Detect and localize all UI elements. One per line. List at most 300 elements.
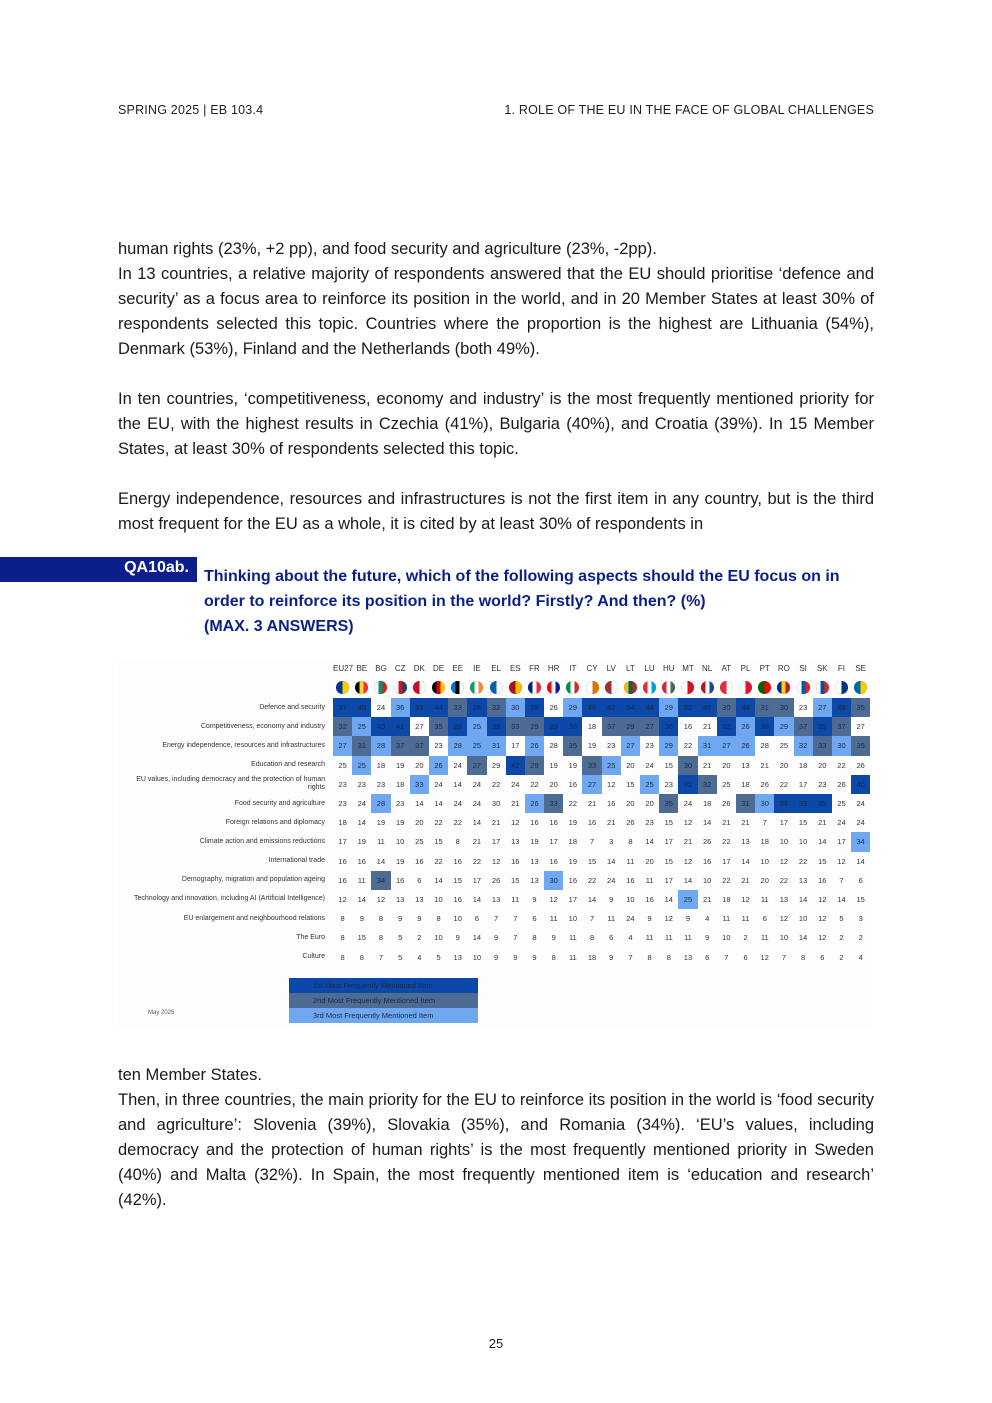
column-headers — [333, 664, 870, 673]
table-cell: 38 — [525, 698, 544, 717]
table-cell: 17 — [511, 741, 520, 751]
table-cell: 30 — [506, 698, 525, 717]
table-cell: 10 — [798, 837, 808, 847]
table-cell: 26 — [736, 736, 755, 755]
table-cell: 36 — [391, 698, 410, 717]
table-cell: 20 — [645, 856, 654, 866]
table-cell: 21 — [760, 760, 769, 770]
table-cell: 11 — [760, 894, 769, 904]
column-header-fi: FI — [837, 664, 846, 673]
flag-icon — [391, 681, 410, 694]
table-cell: 6 — [474, 914, 479, 924]
table-cell: 15 — [434, 837, 443, 847]
table-cell: 7 — [494, 914, 499, 924]
table-cell: 30 — [678, 756, 697, 775]
column-header-es: ES — [509, 664, 521, 673]
table-cell: 11 — [645, 933, 654, 943]
table-cell: 26 — [549, 703, 558, 713]
table-cell: 18 — [760, 837, 769, 847]
table-cell: 7 — [839, 875, 844, 885]
table-cell: 27 — [856, 722, 865, 732]
column-header-de: DE — [432, 664, 445, 673]
table-cell: 40 — [851, 775, 870, 794]
table-cell: 8 — [551, 952, 556, 962]
table-cell: 32 — [333, 717, 352, 736]
table-cell: 49 — [832, 698, 851, 717]
table-cell: 25 — [352, 717, 371, 736]
table-cell: 11 — [722, 914, 731, 924]
table-cell: 23 — [357, 779, 366, 789]
table-cell: 22 — [491, 779, 501, 789]
table-cell: 35 — [563, 736, 582, 755]
table-cell: 21 — [741, 818, 750, 828]
table-cell: 18 — [741, 779, 750, 789]
table-cell: 33 — [544, 794, 563, 813]
table-cell: 25 — [779, 741, 789, 751]
chapter-title: 1. ROLE OF THE EU IN THE FACE OF GLOBAL CHALLENGES — [504, 103, 874, 117]
table-cell: 35 — [659, 794, 678, 813]
table-cell: 6 — [532, 914, 537, 924]
table-row — [118, 852, 870, 871]
table-cell: 8 — [436, 914, 441, 924]
table-cell: 25 — [678, 890, 697, 909]
column-header-fr: FR — [529, 664, 540, 673]
table-cell: 17 — [664, 837, 673, 847]
row-label: Education and research — [251, 761, 325, 769]
table-cell: 29 — [659, 736, 678, 755]
table-cell: 40 — [371, 717, 390, 736]
table-cell: 9 — [532, 952, 537, 962]
table-cell: 8 — [628, 837, 633, 847]
flag-icon — [467, 681, 486, 694]
paragraph: human rights (23%, +2 pp), and food security and agriculture (23%, -2pp). — [118, 240, 657, 258]
flag-icon — [813, 681, 832, 694]
paragraph: ten Member States. — [118, 1066, 262, 1084]
table-cell: 21 — [722, 818, 731, 828]
table-cell: 41 — [391, 717, 410, 736]
table-cell: 8 — [378, 914, 384, 924]
table-cell: 37 — [391, 736, 410, 755]
table-cell: 15 — [357, 933, 366, 943]
table-cell: 24 — [453, 799, 462, 809]
column-header-pt: PT — [759, 664, 770, 673]
table-cell: 19 — [376, 818, 386, 828]
table-cell: 29 — [659, 698, 678, 717]
table-cell: 13 — [511, 837, 520, 847]
table-cell: 17 — [664, 875, 673, 885]
flag-icon — [602, 681, 621, 694]
table-cell: 23 — [395, 799, 405, 809]
table-cell: 11 — [760, 933, 769, 943]
flag-icon — [371, 681, 390, 694]
flag-icon — [774, 681, 793, 694]
table-cell: 35 — [813, 717, 832, 736]
table-row — [118, 871, 870, 890]
table-cell: 22 — [434, 856, 443, 866]
table-cell: 27 — [813, 698, 832, 717]
table-cell: 37 — [410, 736, 429, 755]
table-cell: 15 — [798, 818, 808, 828]
table-cell: 24 — [357, 799, 366, 809]
table-cell: 8 — [340, 914, 345, 924]
table-cell: 14 — [587, 894, 597, 904]
table-cell: 12 — [683, 818, 693, 828]
table-cell: 27 — [621, 736, 640, 755]
table-row — [118, 909, 870, 928]
table-cell: 19 — [530, 837, 539, 847]
table-cell: 22 — [587, 875, 597, 885]
table-cell: 25 — [352, 756, 371, 775]
table-cell: 25 — [602, 756, 621, 775]
flag-icon — [410, 681, 429, 694]
table-cell: 21 — [702, 894, 712, 904]
table-body — [118, 698, 870, 967]
table-cell: 24 — [434, 779, 443, 789]
table-cell: 11 — [568, 933, 577, 943]
table-cell: 14 — [434, 875, 443, 885]
table-cell: 8 — [340, 933, 345, 943]
table-cell: 16 — [549, 856, 558, 866]
table-cell: 26 — [856, 760, 865, 770]
table-cell: 23 — [664, 779, 673, 789]
table-cell: 8 — [666, 952, 671, 962]
table-cell: 35 — [813, 794, 832, 813]
column-header-se: SE — [855, 664, 866, 673]
table-cell: 8 — [589, 933, 595, 943]
table-cell: 30 — [717, 698, 736, 717]
table-cell: 7 — [378, 952, 384, 962]
row-label: Technology and innovation, including AI (Artificial Intelligence) — [133, 895, 325, 903]
table-cell: 46 — [582, 698, 601, 717]
table-cell: 22 — [472, 856, 482, 866]
table-cell: 22 — [779, 875, 789, 885]
table-cell: 28 — [467, 698, 486, 717]
table-cell: 12 — [549, 894, 558, 904]
table-cell: 17 — [491, 837, 501, 847]
table-cell: 14 — [837, 894, 846, 904]
table-cell: 31 — [755, 698, 774, 717]
table-cell: 14 — [798, 933, 808, 943]
table-cell: 4 — [417, 952, 422, 962]
table-cell: 2 — [743, 933, 748, 943]
table-cell: 29 — [774, 717, 793, 736]
table-cell: 11 — [684, 933, 692, 943]
table-cell: 19 — [568, 760, 578, 770]
table-cell: 14 — [472, 933, 482, 943]
table-cell: 30 — [491, 799, 501, 809]
table-cell: 9 — [705, 933, 710, 943]
row-label: Climate action and emissions reductions — [199, 837, 325, 845]
table-cell: 16 — [338, 856, 347, 866]
table-cell: 17 — [798, 779, 808, 789]
table-cell: 5 — [436, 952, 441, 962]
table-cell: 12 — [664, 914, 673, 924]
table-cell: 31 — [352, 736, 371, 755]
table-cell: 10 — [434, 894, 443, 904]
table-cell: 31 — [698, 736, 717, 755]
table-cell: 26 — [760, 779, 769, 789]
table-cell: 25 — [338, 760, 347, 770]
table-cell: 18 — [395, 779, 405, 789]
table-cell: 33 — [506, 717, 525, 736]
table-cell: 36 — [448, 717, 467, 736]
table-cell: 24 — [856, 818, 865, 828]
table-cell: 20 — [818, 760, 827, 770]
table-cell: 15 — [664, 856, 673, 866]
table-row — [118, 717, 870, 736]
table-cell: 6 — [705, 952, 710, 962]
table-cell: 5 — [839, 914, 844, 924]
flag-icon — [429, 681, 448, 694]
table-cell: 10 — [702, 875, 712, 885]
table-cell: 35 — [851, 736, 870, 755]
table-cell: 24 — [472, 779, 482, 789]
table-cell: 10 — [395, 837, 405, 847]
table-cell: 6 — [858, 875, 863, 885]
table-cell: 16 — [453, 856, 462, 866]
running-header — [118, 103, 874, 117]
table-cell: 17 — [338, 837, 347, 847]
table-cell: 13 — [741, 837, 750, 847]
table-cell: 8 — [647, 952, 652, 962]
question-text: Thinking about the future, which of the following aspects should the EU focus on in order to reinforce its position in the world? Firstly? And then? (%) — [204, 568, 840, 610]
table-cell: 6 — [762, 914, 767, 924]
results-table — [118, 658, 872, 1030]
table-cell: 13 — [530, 856, 539, 866]
question-code: QA10ab. — [124, 559, 189, 576]
table-cell: 44 — [429, 698, 448, 717]
table-cell: 16 — [587, 818, 597, 828]
table-cell: 4 — [705, 914, 710, 924]
paragraph: Then, in three countries, the main priority for the EU to reinforce its position in the world is ‘food security and agriculture’: Slovenia (39%), Slovakia (35%), and Romania (34%). ‘EU’s values, including democracy and the protection of human rights’ is the most frequently mentioned priority in Sweden (40%) and Malta (32%). In Spain, the most frequently mentioned item is ‘education and research’ (42%). — [118, 1091, 874, 1209]
table-cell: 15 — [626, 779, 635, 789]
table-cell: 12 — [818, 933, 827, 943]
table-cell: 11 — [741, 914, 750, 924]
table-cell: 7 — [762, 818, 767, 828]
table-cell: 2 — [417, 933, 422, 943]
table-cell: 7 — [589, 914, 595, 924]
table-cell: 18 — [338, 818, 347, 828]
table-cell: 22 — [837, 760, 846, 770]
table-cell: 16 — [357, 856, 366, 866]
table-cell: 26 — [736, 717, 755, 736]
table-cell: 16 — [568, 875, 578, 885]
table-cell: 21 — [741, 875, 750, 885]
table-cell: 12 — [511, 818, 520, 828]
table-cell: 24 — [376, 703, 386, 713]
flag-icon — [736, 681, 755, 694]
table-cell: 9 — [551, 933, 556, 943]
table-cell: 27 — [717, 736, 736, 755]
table-cell: 6 — [609, 933, 614, 943]
table-cell: 14 — [415, 799, 424, 809]
table-cell: 9 — [609, 952, 614, 962]
table-cell: 15 — [664, 818, 673, 828]
table-cell: 11 — [511, 894, 520, 904]
table-cell: 2 — [839, 952, 844, 962]
table-cell: 14 — [453, 779, 462, 789]
table-cell: 23 — [645, 818, 654, 828]
table-cell: 14 — [664, 894, 673, 904]
column-header-lv: LV — [606, 664, 616, 673]
table-cell: 14 — [357, 818, 366, 828]
table-cell: 9 — [417, 914, 422, 924]
table-cell: 26 — [837, 779, 846, 789]
table-cell: 14 — [472, 818, 482, 828]
table-cell: 24 — [607, 875, 616, 885]
table-cell: 34 — [371, 871, 390, 890]
page-number: 25 — [488, 1336, 504, 1351]
flag-icon — [525, 681, 544, 694]
table-cell: 13 — [491, 894, 501, 904]
table-cell: 19 — [395, 818, 405, 828]
column-header-nl: NL — [702, 664, 713, 673]
table-cell: 32 — [794, 736, 813, 755]
table-cell: 26 — [525, 794, 544, 813]
table-cell: 3 — [609, 837, 614, 847]
table-cell: 9 — [398, 914, 403, 924]
flag-icon — [563, 681, 582, 694]
table-cell: 16 — [568, 779, 578, 789]
row-label: EU values, including democracy and the protection of human rights — [136, 776, 325, 792]
table-cell: 21 — [702, 760, 712, 770]
table-cell: 9 — [513, 952, 518, 962]
table-cell: 53 — [410, 698, 429, 717]
table-row — [118, 832, 870, 851]
column-header-hu: HU — [663, 664, 675, 673]
row-label: Foreign relations and diplomacy — [225, 818, 325, 826]
column-header-sk: SK — [816, 664, 828, 673]
table-cell: 17 — [722, 856, 731, 866]
table-cell: 20 — [760, 875, 769, 885]
table-cell: 15 — [453, 875, 462, 885]
table-row — [118, 947, 870, 966]
table-cell: 23 — [645, 741, 654, 751]
table-cell: 28 — [371, 794, 390, 813]
flag-icon — [717, 681, 736, 694]
table-cell: 13 — [453, 952, 462, 962]
table-cell: 20 — [549, 779, 558, 789]
table-cell: 37 — [333, 698, 352, 717]
table-cell: 44 — [640, 698, 659, 717]
table-cell: 16 — [645, 894, 654, 904]
column-header-ee: EE — [452, 664, 464, 673]
table-cell: 9 — [359, 914, 364, 924]
table-cell: 14 — [472, 894, 482, 904]
table-cell: 7 — [513, 933, 518, 943]
table-cell: 24 — [511, 779, 520, 789]
table-cell: 19 — [395, 856, 405, 866]
table-cell: 7 — [724, 952, 729, 962]
table-row — [118, 890, 870, 909]
question-title — [204, 564, 884, 639]
table-cell: 23 — [338, 799, 347, 809]
table-cell: 28 — [371, 736, 390, 755]
table-cell: 10 — [779, 837, 789, 847]
table-cell: 40 — [352, 698, 371, 717]
table-cell: 12 — [376, 894, 386, 904]
table-cell: 17 — [472, 875, 482, 885]
table-cell: 16 — [511, 856, 520, 866]
table-row — [118, 794, 870, 813]
table-cell: 9 — [532, 894, 537, 904]
table-cell: 32 — [487, 698, 506, 717]
table-cell: 22 — [722, 837, 731, 847]
table-cell: 29 — [621, 717, 640, 736]
column-header-bg: BG — [375, 664, 387, 673]
table-cell: 26 — [525, 736, 544, 755]
flag-icon — [659, 681, 678, 694]
table-cell: 9 — [647, 914, 652, 924]
table-cell: 21 — [607, 818, 616, 828]
date-note: May 2025 — [148, 1010, 175, 1016]
table-cell: 24 — [856, 799, 865, 809]
table-cell: 13 — [741, 760, 750, 770]
table-cell: 32 — [678, 775, 697, 794]
table-cell: 29 — [563, 698, 582, 717]
table-cell: 10 — [626, 894, 635, 904]
table-cell: 37 — [794, 717, 813, 736]
table-cell: 21 — [472, 837, 482, 847]
table-cell: 28 — [448, 736, 467, 755]
table-cell: 49 — [698, 698, 717, 717]
table-cell: 20 — [626, 799, 635, 809]
table-cell: 21 — [818, 818, 827, 828]
table-cell: 42 — [602, 698, 621, 717]
table-cell: 14 — [357, 894, 366, 904]
table-cell: 33 — [448, 698, 467, 717]
table-cell: 23 — [607, 741, 616, 751]
row-label: Food security and agriculture — [234, 799, 325, 807]
table-cell: 17 — [568, 894, 578, 904]
table-cell: 12 — [338, 894, 347, 904]
table-cell: 20 — [415, 760, 424, 770]
table-cell: 22 — [530, 779, 539, 789]
column-header-eu27: EU27 — [333, 664, 354, 673]
table-cell: 14 — [856, 856, 865, 866]
table-cell: 24 — [453, 760, 462, 770]
table-cell: 35 — [429, 717, 448, 736]
table-cell: 33 — [410, 775, 429, 794]
table-cell: 22 — [798, 856, 808, 866]
table-cell: 28 — [549, 741, 558, 751]
table-cell: 25 — [837, 799, 846, 809]
table-cell: 27 — [415, 722, 424, 732]
table-cell: 18 — [587, 952, 597, 962]
table-cell: 9 — [685, 914, 691, 924]
table-cell: 26 — [626, 818, 635, 828]
table-cell: 24 — [645, 760, 654, 770]
table-cell: 9 — [609, 894, 614, 904]
column-header-pl: PL — [740, 664, 751, 673]
row-label: EU enlargement and neighbourhood relations — [183, 914, 325, 922]
table-cell: 8 — [359, 952, 364, 962]
table-cell: 20 — [722, 760, 731, 770]
table-cell: 12 — [818, 894, 827, 904]
table-cell: 23 — [798, 703, 808, 713]
table-cell: 13 — [395, 894, 405, 904]
table-cell: 18 — [722, 894, 731, 904]
table-cell: 24 — [472, 799, 482, 809]
table-cell: 11 — [645, 875, 654, 885]
table-cell: 13 — [779, 894, 789, 904]
table-cell: 7 — [513, 914, 518, 924]
flag-icon — [487, 681, 506, 694]
table-cell: 14 — [702, 818, 712, 828]
table-cell: 15 — [664, 760, 673, 770]
table-cell: 11 — [664, 933, 673, 943]
table-cell: 18 — [702, 799, 712, 809]
